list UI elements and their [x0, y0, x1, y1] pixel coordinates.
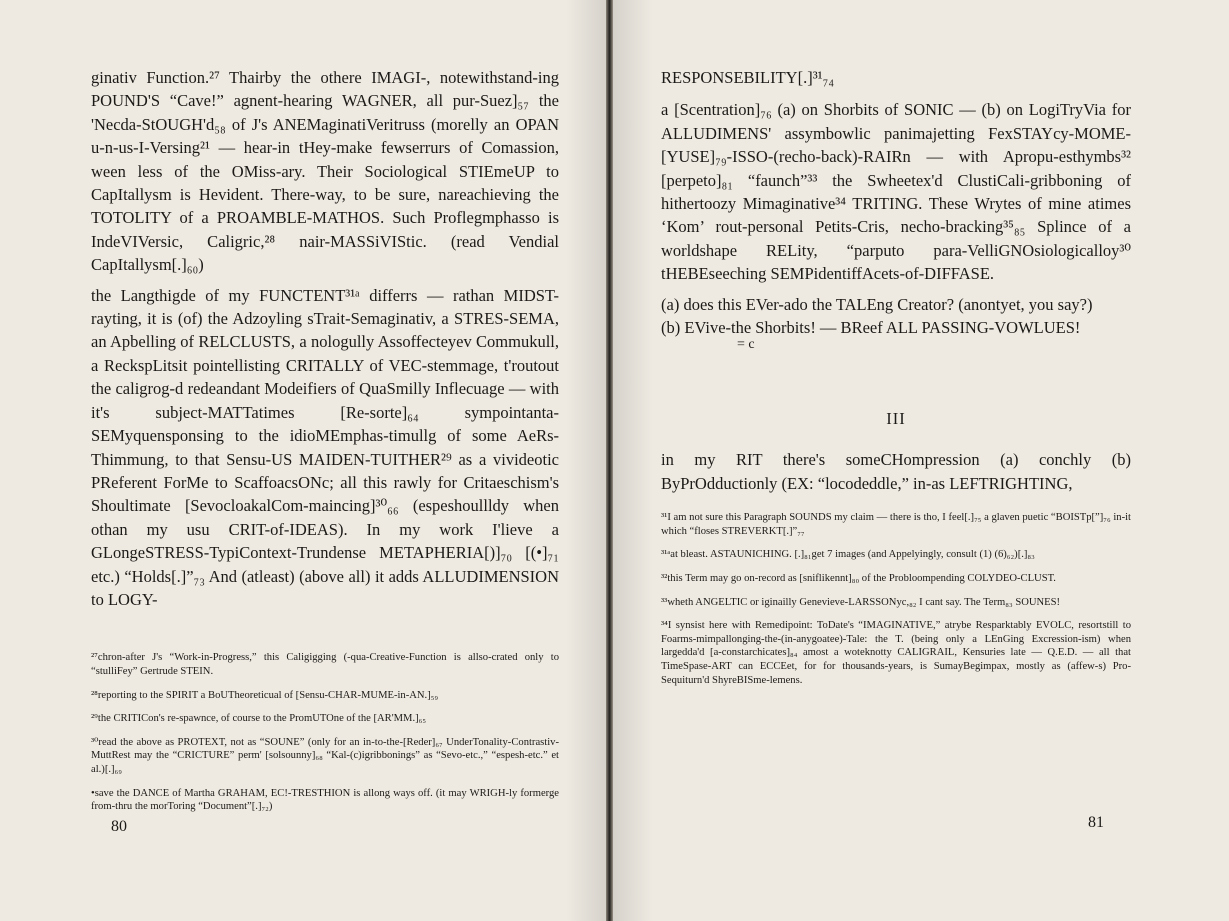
page-number-left: 80: [111, 818, 127, 835]
section-number: III: [886, 409, 906, 429]
section-paragraph: in my RIT there's someCHompression (a) conchly (b) ByPrOdductionly (EX: “locodeddle,” in-as LEFTRIGHTING,: [661, 450, 1131, 493]
footnote-27: ²⁷chron-after J's “Work-in-Progress,” this Caligigging (-qua-Creative-Function is allso-crated only to “stulliFey” Gertrude STEIN.: [91, 652, 559, 677]
right-text-column: [661, 66, 1131, 697]
book-gutter: [606, 0, 613, 921]
right-footnotes: [661, 511, 1131, 687]
left-paragraph-1: ginativ Function.²⁷ Thairby the othere IMAGI-, notewithstand-ing POUND'S “Cave!” agnent-hearing WAGNER, all pur-Suez]₅₇ the 'Necda-StOUGH'd₅₈ of J's ANEMaginatiVeritruss (morelly an OPAN u-n-us-I-Versing²¹ — hear-in tHey-make fewserrurs of Comassion, ween less of the OMiss-ary. Their Sociological STIEmeUP to CapItallysm is Hevident. There-way, to be sure, nareachieving the TOTOLITY of a PROAMBLE-MATHOS. Such Proflegmphasso is IndeVIVersic, Caligric,²⁸ nair-MASSiVIStic. (read Vendial CapItallysm[.]₆₀): [91, 68, 559, 275]
left-body: [91, 66, 559, 611]
footnote-30: ³⁰read the above as PROTEXT, not as “SOUNE” (only for an in-to-the-[Reder]₆₇ UnderTonality-Contrastiv-MuttRest may the “CRICTURE” perm' [solsounny]₆₈ “Kal-(c)igribbonings” as “Sevo-etc.,” “espesh-etc.” et al.)[.]₆₉: [91, 736, 559, 775]
footnote-32: ³²this Term may go on-record as [sniflikennt]₈₀ of the Probloompending COLYDEO-CLUST.: [661, 573, 1056, 585]
footnote-31a: ³¹ᵃat bleast. ASTAUNICHING. [.]₈₁get 7 images (and Appelyingly, consult (1) (6)₆₂)[.]₈₃: [661, 549, 1035, 561]
right-page: [613, 0, 1229, 921]
footnote-28: ²⁸reporting to the SPIRIT a BoUTheoreticual of [Sensu-CHAR-MUME-in-AN.]₅₉: [91, 689, 439, 701]
footnote-31: ³¹I am not sure this Paragraph SOUNDS my claim — there is tho, I feel[.]₇₅ a glaven puetic “BOISTp[”]₇₆ in-it which “floses STREVERKT[.]”₇₇: [661, 512, 1131, 537]
list-item-b: (b) EVive-the Shorbits! — BReef ALL PASSING-VOWLUES!: [661, 318, 1081, 338]
footnote-33: ³³wheth ANGELTIC or iginailly Genevieve-LARSSONyc,₈₂ I cant say. The Term₈₃ SOUNES!: [661, 596, 1061, 608]
footnote-34: ³⁴I synsist here with Remedipoint: ToDate's “IMAGINATIVE,” atrybe Resparktably EVOLC, resortstill to Foarms-mimpallonging-the-(in-anygoatee)-Tale: the T. (being only a LEnGing Excression-ism) when largedda'd [a-constarchicates]₈₄ amost a woteknotty CALIGRAIL, Kensuries late — Q.E.D. — all that TimeSpase-ART can ECCEet, for for thousands-years, is SumayBegimpax, mostly as (affew-s) Pro-Sequiturn'd ShyreBISme-lemens.: [661, 620, 1131, 686]
right-body: [661, 98, 1131, 285]
right-paragraph-1: a [Scentration]₇₆ (a) on Shorbits of SONIC — (b) on LogiTryVia for ALLUDIMENS' assymbowlic panimajetting FexSTAYcy-MOME-[YUSE]₇₉-ISSO-(recho-back)-RAIRn — with Apropu-esthymbs³² [perpeto]₈₁ “faunch”³³ the Swheetex'd ClustiCali-gribboning of hithertoozy Mimaginative³⁴ TRITING. These Wrytes of mine atimes ‘Kom’ rout-personal Petits-Cris, necho-bracking³⁵₈₅ Splince of a worldshape RELity, “parputo para-VelliGNOsiologicalloy³⁰ tHEBEseeching SEMPidentiffAcets-of-DIFFASE.: [661, 100, 1131, 284]
footnote-bullet: •save the DANCE of Martha GRAHAM, EC!-TRESTHION is allong ways off. (it may WRIGH-ly formerge from-thru the morToring “Document”[.]₇₂): [91, 787, 559, 813]
left-paragraph-2: the Langthigde of my FUNCTENT³¹ᵃ differrs — rathan MIDST-rayting, it is (of) the Adzoyling sTrait-Semaginativ, a STRES-SEMA, an Apbelling of RELCLUSTS, a nologully Assoffecteyev Commukull, a ReckspLitsit pointellisting CRITALLY of VEC-stemmage, t'routout the caligrog-d redeandant Modeifiers of QuaSmilly Inflecuage — with it's subject-MATTatimes [Re-sorte]₆₄ sympointanta-SEMyquensponsing to the idioMEmphas-timullg of some AeRs-Thimmung, to that Sensu-US MAIDEN-TUITHER²⁹ as a vivideotic PReferent ForMe to ScaffoacsONc; all this rawly for Critaeschism's Shoultimate [SevocloakalCom-maincing]³⁰₆₆ (espeshoullldy when othan my usu CRIT-of-IDEAS). In my work I'lieve a GLongeSTRESS-TypiContext-Trundense METAPHERIA[)]₇₀ [(•]₇₁ etc.) “Holds[.]”₇₃ And (atleast) (above all) it adds ALLUDIMENSION to LOGY-: [91, 285, 559, 609]
left-text-column: [91, 66, 559, 824]
left-page: [0, 0, 607, 921]
footnote-29: ²⁹the CRITICon's re-spawnce, of course to the PromUTOne of the [AR'MM.]₆₅: [91, 713, 427, 725]
left-footnotes: [91, 651, 559, 813]
list-item-a: (a) does this EVer-ado the TALEng Creator? (anontyet, you say?): [661, 294, 1093, 314]
right-heading: RESPONSEBILITY[.]³¹₇₄: [661, 68, 835, 87]
list-tail: = c: [737, 337, 755, 353]
page-number-right: 81: [1088, 814, 1104, 831]
